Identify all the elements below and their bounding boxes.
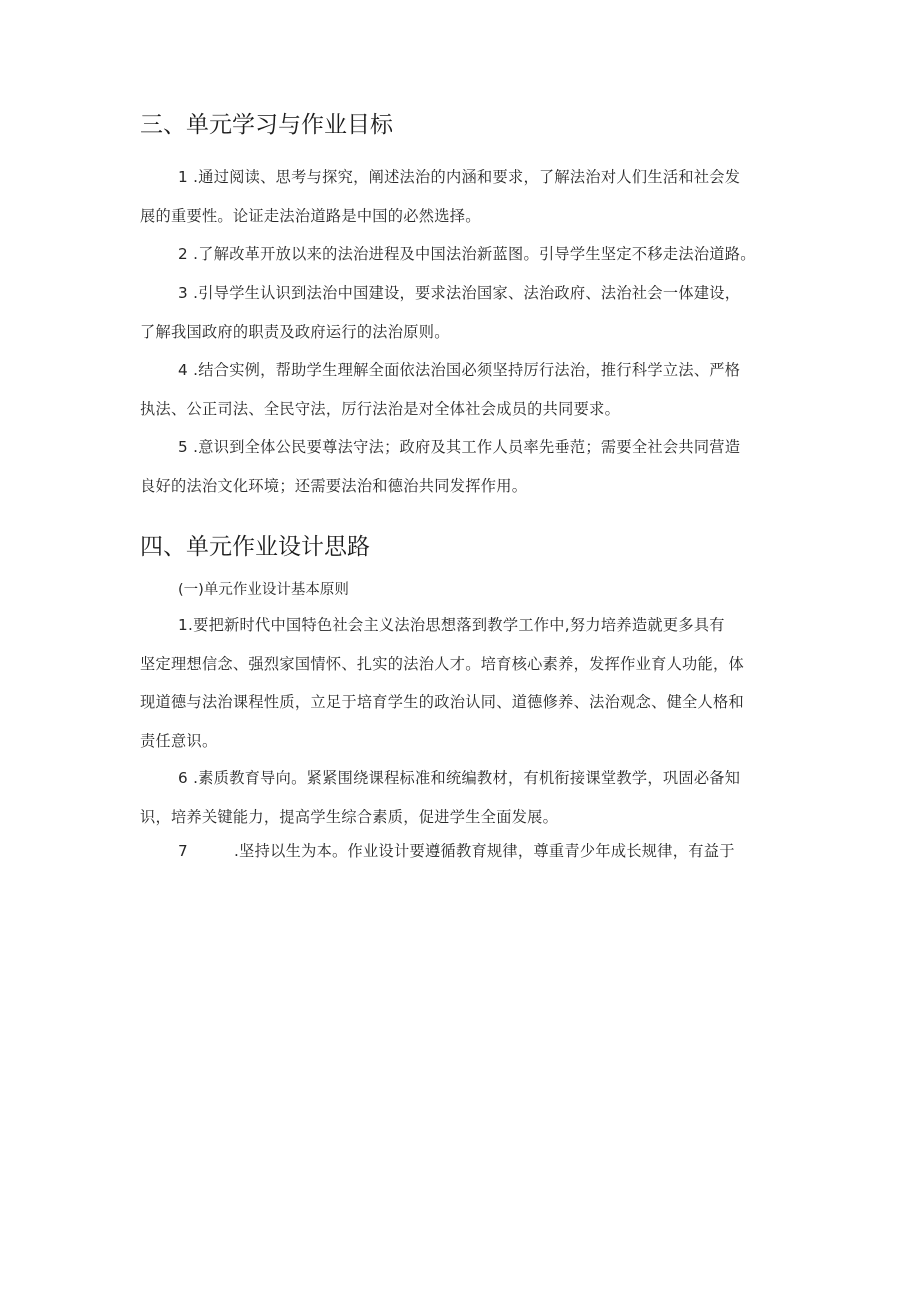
section-3-heading: 三、单元学习与作业目标 <box>140 112 393 138</box>
section-4-heading: 四、单元作业设计思路 <box>140 534 370 560</box>
principles-subheading: (一)单元作业设计基本原则 <box>178 582 349 598</box>
goal-item-5-line-1: 5 .意识到全体公民要尊法守法；政府及其工作人员率先垂范；需要全社会共同营造 <box>178 438 741 456</box>
principle-item-1-line-3: 现道德与法治课程性质，立足于培育学生的政治认同、道德修养、法治观念、健全人格和 <box>140 693 745 711</box>
principle-item-6 <box>140 759 800 836</box>
goal-item-4-line-2: 执法、公正司法、全民守法，厉行法治是对全体社会成员的共同要求。 <box>140 399 621 418</box>
goal-item-3-line-1: 3 .引导学生认识到法治中国建设，要求法治国家、法治政府、法治社会一体建设， <box>178 284 741 302</box>
principle-item-1 <box>140 606 800 760</box>
goal-item-1 <box>140 158 800 235</box>
principle-item-1-line-4: 责任意识。 <box>140 731 218 750</box>
goal-item-2 <box>140 235 800 274</box>
principle-item-7 <box>178 836 735 866</box>
goal-item-5 <box>140 428 800 505</box>
goal-item-5-line-2: 良好的法治文化环境；还需要法治和德治共同发挥作用。 <box>140 476 528 495</box>
goal-item-3-line-2: 了解我国政府的职责及政府运行的法治原则。 <box>140 322 450 341</box>
goal-item-3 <box>140 274 800 351</box>
goal-item-1-line-1: 1 .通过阅读、思考与探究，阐述法治的内涵和要求，了解法治对人们生活和社会发 <box>178 168 741 186</box>
principle-item-1-line-1: 1.要把新时代中国特色社会主义法治思想落到教学工作中,努力培养造就更多具有 <box>178 616 725 634</box>
goal-item-1-line-2: 展的重要性。论证走法治道路是中国的必然选择。 <box>140 206 481 225</box>
goal-item-4-line-1: 4 .结合实例，帮助学生理解全面依法治国必须坚持厉行法治，推行科学立法、严格 <box>178 361 741 379</box>
goal-item-4 <box>140 351 800 428</box>
principle-item-1-line-2: 坚定理想信念、强烈家国情怀、扎实的法治人才。培育核心素养，发挥作业育人功能，体 <box>140 654 745 673</box>
principle-item-6-line-1: 6 .素质教育导向。紧紧围绕课程标准和统编教材，有机衔接课堂教学，巩固必备知 <box>178 769 741 787</box>
principle-item-7-number: 7 <box>178 842 188 860</box>
goal-item-2-line-1: 2 .了解改革开放以来的法治进程及中国法治新蓝图。引导学生坚定不移走法治道路。 <box>178 245 756 263</box>
principle-item-6-line-2: 识，培养关键能力，提高学生综合素质，促进学生全面发展。 <box>140 807 559 826</box>
principle-item-7-text: .坚持以生为本。作业设计要遵循教育规律，尊重青少年成长规律，有益于 <box>234 842 735 860</box>
